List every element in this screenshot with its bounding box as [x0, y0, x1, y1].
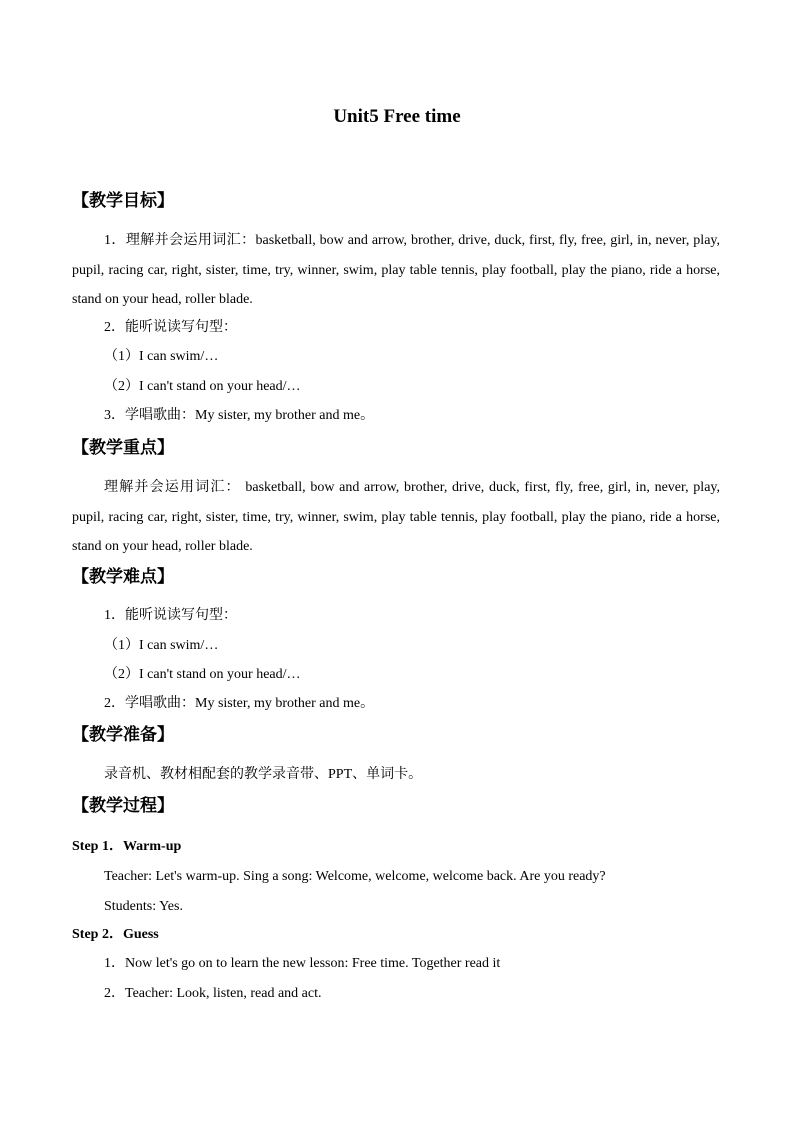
heading-key-points: 【教学重点】 [72, 438, 174, 457]
objectives-item-3: 3．学唱歌曲：My sister, my brother and me。 [104, 408, 375, 423]
step-1-title: Step 1．Warm-up [72, 839, 182, 854]
preparation-text: 录音机、教材相配套的教学录音带、PPT、单词卡。 [104, 767, 423, 782]
document-title: Unit5 Free time [333, 106, 461, 127]
difficulties-item-1: 1．能听说读写句型： [104, 608, 237, 623]
objectives-item-2: 2．能听说读写句型： [104, 320, 237, 335]
step-2-title: Step 2．Guess [72, 927, 159, 942]
objectives-item-2a: （1）I can swim/… [104, 349, 219, 364]
difficulties-item-2: 2．学唱歌曲：My sister, my brother and me。 [104, 696, 375, 711]
heading-objectives: 【教学目标】 [72, 191, 174, 210]
difficulties-item-1b: （2）I can't stand on your head/… [104, 667, 301, 682]
step-1-line-2: Students: Yes. [104, 899, 183, 914]
heading-difficulties: 【教学难点】 [72, 567, 174, 586]
key-points-text: 理解并会运用词汇： basketball, bow and arrow, brother, drive, duck, first, fly, free, girl, in, never, play, pupil, racing car, right, sister, time, try, winner, swim, play table tennis, play football, play the piano, ride a horse, stand on your head, roller blade. [72, 480, 720, 554]
step-2-line-1: 1．Now let's go on to learn the new lesson: Free time. Together read it [104, 956, 501, 971]
objectives-item-2b: （2）I can't stand on your head/… [104, 379, 301, 394]
heading-preparation: 【教学准备】 [72, 725, 174, 744]
heading-process: 【教学过程】 [72, 796, 174, 815]
difficulties-item-1a: （1）I can swim/… [104, 638, 219, 653]
objectives-item-1: 1．理解并会运用词汇：basketball, bow and arrow, brother, drive, duck, first, fly, free, girl, in, never, play, pupil, racing car, right, sister, time, try, winner, swim, play table tennis, play football, play the piano, ride a horse, stand on your head, roller blade. [72, 233, 720, 307]
step-1-line-1: Teacher: Let's warm-up. Sing a song: Welcome, welcome, welcome back. Are you ready? [104, 869, 606, 884]
step-2-line-2: 2．Teacher: Look, listen, read and act. [104, 986, 322, 1001]
